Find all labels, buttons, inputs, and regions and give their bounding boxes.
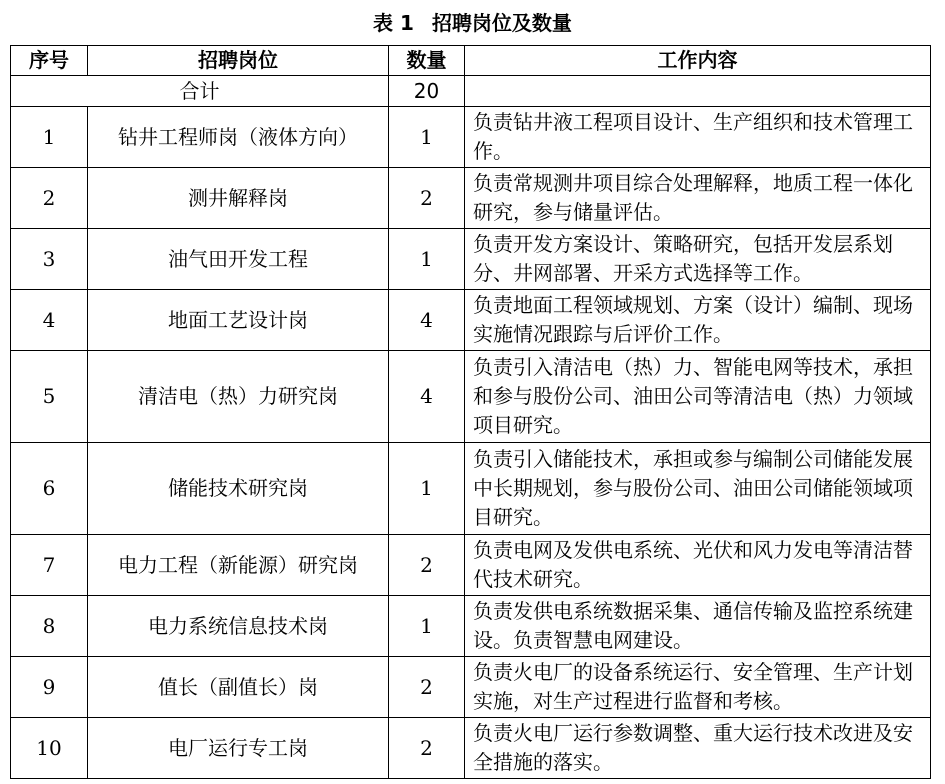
row-content: 负责钻井液工程项目设计、生产组织和技术管理工作。: [465, 107, 931, 168]
total-row: [11, 76, 931, 107]
header-position: 招聘岗位: [88, 46, 389, 76]
table-row: [11, 168, 931, 229]
row-position: 清洁电（热）力研究岗: [88, 351, 389, 443]
row-position: 钻井工程师岗（液体方向）: [88, 107, 389, 168]
row-count: 4: [389, 290, 465, 351]
total-empty-cell: [465, 76, 931, 107]
table-row: [11, 351, 931, 443]
row-content: 负责火电厂运行参数调整、重大运行技术改进及安全措施的落实。: [465, 718, 931, 779]
table-row: [11, 443, 931, 535]
row-count: 2: [389, 718, 465, 779]
row-count: 2: [389, 657, 465, 718]
header-count: 数量: [389, 46, 465, 76]
table-row: [11, 596, 931, 657]
row-count: 1: [389, 107, 465, 168]
recruitment-table: [10, 45, 931, 779]
row-position: 测井解释岗: [88, 168, 389, 229]
table-row: [11, 290, 931, 351]
caption-label: 表 1: [373, 11, 414, 35]
row-position: 电力系统信息技术岗: [88, 596, 389, 657]
row-number: 1: [11, 107, 88, 168]
header-no: 序号: [11, 46, 88, 76]
table-caption: [0, 6, 945, 40]
table-row: [11, 718, 931, 779]
row-position: 电力工程（新能源）研究岗: [88, 535, 389, 596]
row-number: 2: [11, 168, 88, 229]
row-content: 负责电网及发供电系统、光伏和风力发电等清洁替代技术研究。: [465, 535, 931, 596]
header-row: [11, 46, 931, 76]
row-number: 4: [11, 290, 88, 351]
row-position: 油气田开发工程: [88, 229, 389, 290]
row-content: 负责火电厂的设备系统运行、安全管理、生产计划实施，对生产过程进行监督和考核。: [465, 657, 931, 718]
table-row: [11, 107, 931, 168]
table-row: [11, 229, 931, 290]
table-row: [11, 535, 931, 596]
row-count: 1: [389, 229, 465, 290]
row-content: 负责发供电系统数据采集、通信传输及监控系统建设。负责智慧电网建设。: [465, 596, 931, 657]
total-label: 合计: [11, 76, 389, 107]
row-position: 地面工艺设计岗: [88, 290, 389, 351]
row-number: 7: [11, 535, 88, 596]
caption-title: 招聘岗位及数量: [431, 11, 572, 35]
row-number: 3: [11, 229, 88, 290]
total-value: 20: [389, 76, 465, 107]
row-number: 6: [11, 443, 88, 535]
row-count: 1: [389, 596, 465, 657]
row-number: 8: [11, 596, 88, 657]
row-content: 负责常规测井项目综合处理解释，地质工程一体化研究，参与储量评估。: [465, 168, 931, 229]
row-position: 电厂运行专工岗: [88, 718, 389, 779]
row-count: 2: [389, 168, 465, 229]
header-content: 工作内容: [465, 46, 931, 76]
row-number: 5: [11, 351, 88, 443]
row-content: 负责地面工程领域规划、方案（设计）编制、现场实施情况跟踪与后评价工作。: [465, 290, 931, 351]
row-number: 10: [11, 718, 88, 779]
row-position: 储能技术研究岗: [88, 443, 389, 535]
row-content: 负责开发方案设计、策略研究，包括开发层系划分、井网部署、开采方式选择等工作。: [465, 229, 931, 290]
row-number: 9: [11, 657, 88, 718]
row-content: 负责引入储能技术，承担或参与编制公司储能发展中长期规划，参与股份公司、油田公司储能领域项目研究。: [465, 443, 931, 535]
table-row: [11, 657, 931, 718]
row-count: 4: [389, 351, 465, 443]
row-position: 值长（副值长）岗: [88, 657, 389, 718]
row-count: 1: [389, 443, 465, 535]
row-content: 负责引入清洁电（热）力、智能电网等技术，承担和参与股份公司、油田公司等清洁电（热）力领域项目研究。: [465, 351, 931, 443]
row-count: 2: [389, 535, 465, 596]
